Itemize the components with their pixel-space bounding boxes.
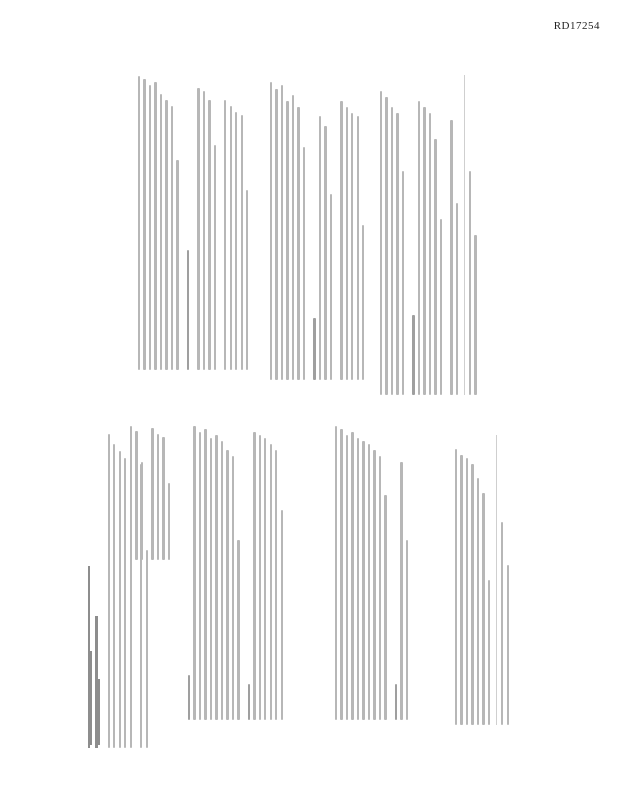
right-page-column-main bbox=[138, 70, 252, 370]
left-page-column-c bbox=[335, 420, 411, 720]
right-page-column-middle bbox=[270, 70, 368, 380]
document-id: RD17254 bbox=[553, 20, 600, 32]
left-page-column-b bbox=[188, 420, 286, 720]
left-page-column-a bbox=[130, 420, 173, 560]
left-page-column-d bbox=[455, 435, 512, 725]
left-page-header-block bbox=[90, 635, 105, 745]
right-page-column-lower bbox=[380, 75, 480, 395]
